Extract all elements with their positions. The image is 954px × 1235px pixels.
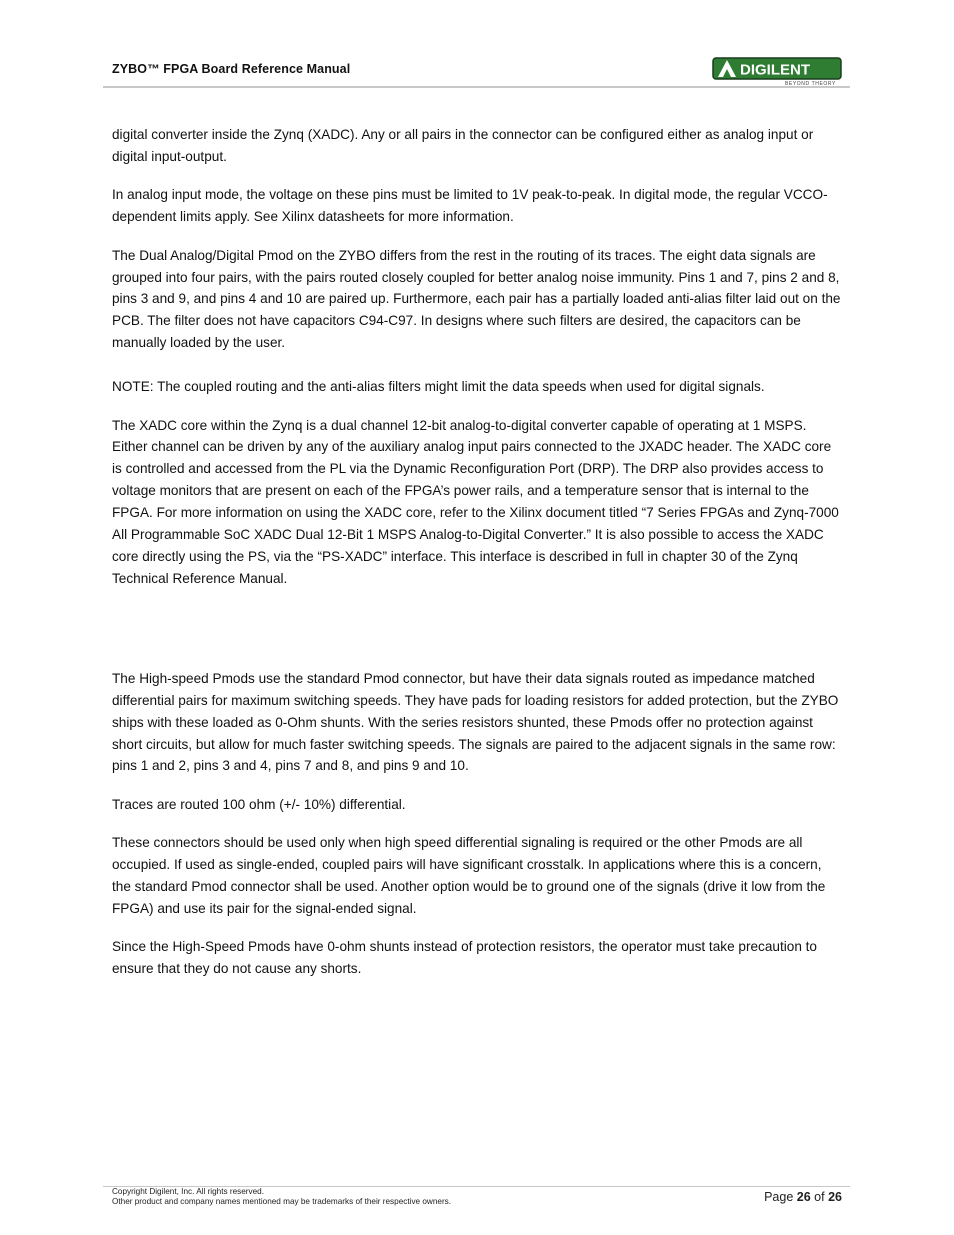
page-current: 26 [796, 1190, 811, 1204]
logo-text: DIGILENT [740, 61, 810, 79]
page-total: 26 [828, 1190, 842, 1204]
paragraph: In analog input mode, the voltage on these pins must be limited to 1V peak-to-peak. In digital mode, the regular VCCO-dependent limits apply. See Xilinx datasheets for more information. [112, 187, 828, 225]
digilent-logo-icon [712, 56, 842, 86]
paragraph: These connectors should be used only when high speed differential signaling is required or the other Pmods are all occupied. If used as single-ended, coupled pairs will have significant crosstalk. In applications where this is a concern, the standard Pmod connector shall be used. Another option would be to ground one of the signals (drive it low from the FPGA) and use its pair for the signal-ended signal. [112, 835, 826, 916]
page-body [112, 124, 844, 997]
paragraph: Traces are routed 100 ohm (+/- 10%) differential. [112, 796, 406, 812]
paragraph: Since the High-Speed Pmods have 0-ohm shunts instead of protection resistors, the operator must take precaution to ensure that they do not cause any shorts. [112, 939, 817, 977]
trademark-line: Other product and company names mentioned may be trademarks of their respective owners. [112, 1197, 452, 1206]
paragraph: The High-speed Pmods use the standard Pmod connector, but have their data signals routed as impedance matched differential pairs for maximum switching speeds. They have pads for loading resistors for added protection, but the ZYBO ships with these loaded as 0-Ohm shunts. With the series resistors shunted, these Pmods offer no protection against short circuits, but allow for much faster switching speeds. The signals are paired to the adjacent signals in the same row: pins 1 and 2, pins 3 and 4, pins 7 and 8, and pins 9 and 10. [112, 670, 839, 774]
paragraph: digital converter inside the Zynq (XADC). Any or all pairs in the connector can be configured either as analog input or digital input-output. [112, 127, 814, 164]
page-of: of [814, 1190, 825, 1204]
note-paragraph: NOTE: The coupled routing and the anti-alias filters might limit the data speeds when used for digital signals. [112, 379, 765, 395]
copyright-notice [112, 1187, 451, 1207]
header-divider [103, 86, 850, 88]
copyright-line: Copyright Digilent, Inc. All rights reserved. [112, 1187, 264, 1196]
page-number [764, 1190, 842, 1204]
document-title: ZYBO™ FPGA Board Reference Manual [112, 62, 351, 76]
paragraph: The Dual Analog/Digital Pmod on the ZYBO differs from the rest in the routing of its traces. The eight data signals are grouped into four pairs, with the pairs routed closely coupled for better analog noise immunity. Pins 1 and 7, pins 2 and 8, pins 3 and 9, and pins 4 and 10 are paired up. Furthermore, each pair has a partially loaded anti-alias filter laid out on the PCB. The filter does not have capacitors C94-C97. In designs where such filters are desired, the capacitors can be manually loaded by the user. [112, 247, 841, 351]
logo-tagline: BEYOND THEORY [785, 81, 836, 86]
paragraph: The XADC core within the Zynq is a dual channel 12-bit analog-to-digital converter capable of operating at 1 MSPS. Either channel can be driven by any of the auxiliary analog input pairs connected to the JXADC header. The XADC core is controlled and accessed from the PL via the Dynamic Reconfiguration Port (DRP). The DRP also provides access to voltage monitors that are present on each of the FPGA’s power rails, and a temperature sensor that is internal to the FPGA. For more information on using the XADC core, refer to the Xilinx document titled “7 Series FPGAs and Zynq-7000 All Programmable SoC XADC Dual 12-Bit 1 MSPS Analog-to-Digital Converter.” It is also possible to access the XADC core directly using the PS, via the “PS-XADC” interface. This interface is described in full in chapter 30 of the Zynq Technical Reference Manual. [112, 417, 839, 586]
page-label: Page [764, 1190, 794, 1204]
